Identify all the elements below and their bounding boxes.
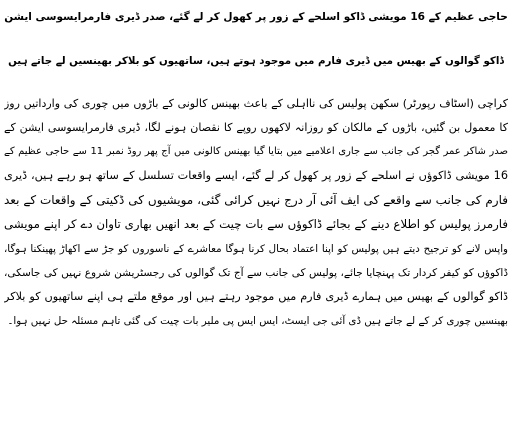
article-line: صدر شاکر عمر گجر کی جانب سے جاری اعلامیے میں بتایا گیا بھینس کالونی میں آج پھر روڈ نمبر 11 سے حاجی عظیم کے bbox=[4, 146, 508, 158]
article-line: کراچی (اسٹاف رپورٹر) سکھن پولیس کی نااہلی کے باعث بھینس کالونی کے باڑوں میں چوری کی وارداتیں روز bbox=[4, 97, 508, 110]
article-body bbox=[4, 92, 508, 333]
article-line: 16 مویشی ڈاکوؤں نے اسلحے کے زور پر کھول کر لے گئے، ایسے واقعات تسلسل کے ساتھ ہو رہے ہیں، ڈیری bbox=[4, 169, 508, 183]
headline-sub: ڈاکو گوالوں کے بھیس میں ڈیری فارم میں موجود ہوتے ہیں، ساتھیوں کو بلاکر بھینسیں لے جاتے ہیں bbox=[8, 55, 504, 67]
article-line: ڈاکوؤں کو کیفر کردار تک پہنچایا جائے، پولیس کی جانب سے آج تک گوالوں کی رجسٹریشن شروع نہیں کی جاسکی، bbox=[4, 266, 508, 279]
article-line: فارم کی جانب سے واقعے کی ایف آئی آر درج نہیں کرائی گئی، مویشیوں کی ڈکیتی کے واقعات کے بعد bbox=[4, 193, 508, 208]
article-line: واپس لانے کو ترجیح دیتے ہیں پولیس کو اپنا اعتماد بحال کرنا ہوگا معاشرے کے ناسوروں کو جڑ سے اکھاڑ پھینکنا ہوگا، bbox=[4, 242, 508, 255]
article-line: بھینسیں چوری کر کے لے جاتے ہیں ڈی آئی جی ایسٹ، ایس ایس پی ملیر بات چیت کی گئی تاہم مسئلہ حل نہیں ہوا۔ bbox=[7, 314, 508, 327]
article-line: ڈاکو گوالوں کے بھیس میں ہمارے ڈیری فارم میں موجود رہتے ہیں اور موقع ملتے ہی اپنے ساتھیوں کو بلاکر bbox=[4, 289, 508, 303]
headline-main: حاجی عظیم کے 16 مویشی ڈاکو اسلحے کے زور پر کھول کر لے گئے، صدر ڈیری فارمرایسوسی ایشن bbox=[4, 11, 508, 23]
article-line: کا معمول بن گئیں، باڑوں کے مالکان کو روزانہ لاکھوں روپے کا نقصان ہونے لگا، ڈیری فارمرایسوسی ایشن کے bbox=[4, 121, 508, 135]
article-line: فارمرز پولیس کو اطلاع دینے کے بجائے ڈاکوؤں سے بات چیت کے بعد انھیں بھاری تاوان دے کر اپنے مویشی bbox=[4, 217, 508, 232]
